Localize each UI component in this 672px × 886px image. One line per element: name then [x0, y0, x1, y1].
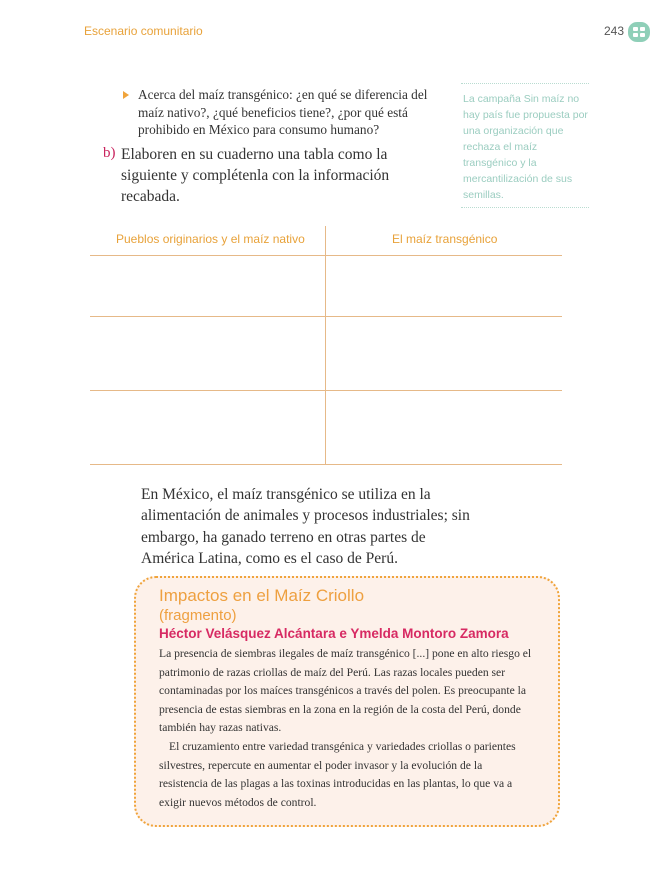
sidebar-note-text: La campaña Sin maíz no hay país fue propuesta por una organización que rechaza el maíz transgénico y la mercantilización de sus semillas.	[463, 93, 588, 201]
sidebar-note	[461, 83, 589, 208]
table-header-transgenic: El maíz transgénico	[392, 232, 498, 246]
item-letter: b)	[103, 145, 116, 161]
reading-subtitle: (fragmento)	[159, 607, 237, 624]
section-badge-icon	[628, 22, 650, 42]
reading-authors: Héctor Velásquez Alcántara e Ymelda Montoro Zamora	[159, 626, 509, 641]
body-paragraph: En México, el maíz transgénico se utiliza en la alimentación de animales y procesos industriales; sin embargo, ha ganado terreno en otras partes de América Latina, como es el caso de Perú.	[141, 486, 470, 567]
table-divider	[90, 464, 562, 465]
table-header-native: Pueblos originarios y el maíz nativo	[116, 232, 305, 246]
reading-paragraph: El cruzamiento entre variedad transgénica y variedades criollas o parientes silvestres, repercute en aumentar el poder invasor y la evolución de la resistencia de las plagas a las toxinas introducidas en las plantas, lo que va a exigir nuevos métodos de control.	[159, 739, 516, 809]
table-column-divider	[325, 226, 326, 465]
bullet-question-text: Acerca del maíz transgénico: ¿en qué se diferencia del maíz nativo?, ¿qué beneficios tiene?, ¿por qué está prohibido en México para consumo humano?	[138, 87, 428, 137]
table-divider	[90, 316, 562, 317]
reading-body	[159, 645, 534, 812]
table-divider	[90, 255, 562, 256]
section-title: Escenario comunitario	[84, 24, 203, 38]
page-number: 243	[604, 24, 625, 38]
table-divider	[90, 390, 562, 391]
item-instruction-text: Elaboren en su cuaderno una tabla como la siguiente y complétenla con la información recabada.	[121, 146, 390, 205]
reading-title: Impactos en el Maíz Criollo	[159, 586, 365, 605]
bullet-arrow-icon	[123, 91, 129, 99]
reading-paragraph: La presencia de siembras ilegales de maíz transgénico [...] pone en alto riesgo el patrimonio de razas criollas de maíz del Perú. Las razas locales pueden ser contaminadas por los maíces transgénicos a través del polen. Es preocupante la presencia de estas siembras en la zona en la región de la costa del Perú, donde también hay razas nativas.	[159, 647, 532, 735]
